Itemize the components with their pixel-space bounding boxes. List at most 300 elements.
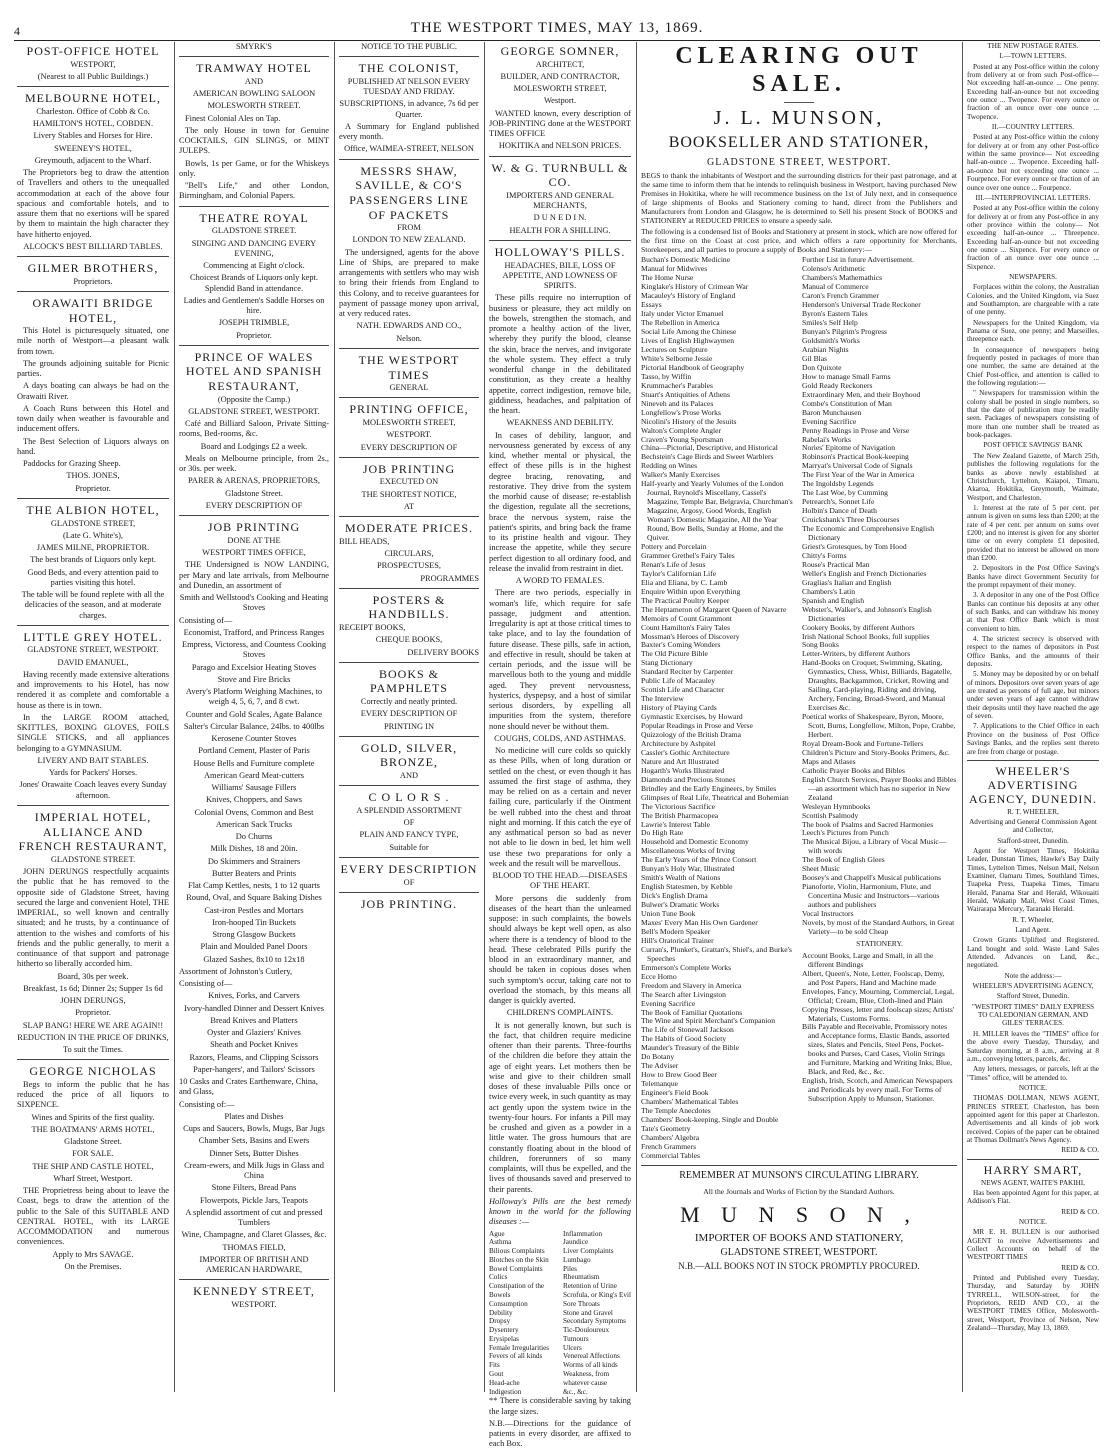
book-item: Kinglake's History of Crimean War xyxy=(641,282,749,292)
col2-line-32: Economist, Trafford, and Princess Ranges xyxy=(183,627,325,637)
col2-line-1: TRAMWAY HOTEL xyxy=(196,61,312,76)
col2-line-25: EVERY DESCRIPTION OF xyxy=(205,500,303,510)
book-item: Do High Rate xyxy=(641,828,684,838)
col2-line-80: KENNEDY STREET, xyxy=(193,1284,315,1299)
col1-line-48: Begs to inform the public that he has reduced the price of all liquors to SIXPENCE. xyxy=(17,1079,169,1110)
book-item: The Heptameron of Margaret Queen of Navarre xyxy=(641,604,787,614)
col7-line-5: III.—INTERPROVINCIAL LETTERS. xyxy=(975,193,1091,202)
col1-line-17: A Coach Runs between this Hotel and town daily when weather is favourable and inducement offers. xyxy=(17,403,169,434)
book-item: Quizzology of the British Drama xyxy=(641,729,741,739)
col7-line-13: The New Zealand Gazette, of March 25th, publishes the following regulations for the banks as above newly established at Christchurch, Lyttelton, Kaiapoi, Timaru, Akaroa, Hokitika, Greymouth, Waimate, Westport, and Charleston. xyxy=(967,451,1099,502)
col1-line-5: HAMILTON'S HOTEL, COBDEN. xyxy=(32,119,154,128)
col4-line-15: In cases of debility, languor, and nervousness generated by excess of any kind, whether mental or physical, the effect of these pills is in the highest degree bracing, renovating, and restorative. They drive from the system the morbid cause of disease; re-establish the digestion, regulate all the secretions, brace the nervous system, raise the patient's spirits, and bring back the frame to its pristine health and vigour. They increase the appetite, while they secure perfect digestion to all ordinary food, and release the invalid from restraint in diet. xyxy=(489,430,631,573)
book-item: Evening Sacrifice xyxy=(641,998,696,1008)
col3-line-14: PRINTING OFFICE, xyxy=(349,402,469,417)
book-item: The First Year of the War in America xyxy=(802,470,915,480)
column-7 xyxy=(964,42,1102,1392)
col4-line-2: BUILDER, AND CONTRACTOR, xyxy=(500,71,620,81)
col7-line-34: NOTICE. xyxy=(1018,1083,1048,1092)
col2-line-31: Consisting of— xyxy=(179,615,233,625)
col7-line-25: R. T. Wheeler, xyxy=(1012,915,1054,924)
diseases-left xyxy=(489,1230,557,1397)
disease-item: Female Irregularities xyxy=(489,1343,550,1352)
book-item: Glimpses of Real Life, Theatrical and Bohemian xyxy=(641,792,789,802)
book-item: Cruickshank's Three Discourses xyxy=(802,515,900,525)
col3-line-16: WESTPORT. xyxy=(386,430,432,440)
holloway-footnote: N.B.—Directions for the guidance of patients in every disorder, are affixed to each Box. xyxy=(489,1418,631,1449)
book-item: Commercial Tables xyxy=(641,1150,701,1160)
book-item: Further List in future Advertisement. xyxy=(802,255,914,265)
col7-line-30: Stafford Street, Dunedin. xyxy=(996,992,1070,1001)
col1-line-30: GLADSTONE STREET, WESTPORT. xyxy=(27,645,159,655)
col2-line-59: Consisting of— xyxy=(179,979,233,988)
col2-line-22: Meals on Melbourne principle, from 2s., or 30s. per week. xyxy=(179,453,329,474)
col4-line-17: There are two periods, especially in woman's life, which require for safe passage, judgment and attention. Irregularity is apt at those critical times to take place, and to lay the foundation of future disease. These pills, safe in action, and effective in result, should be taken at certain periods, and the issue will be marvellous both to the young and middle aged. They prevent nervousness, hysterics, dyspepsy, and a host of similar serious disorders, by expelling all impurities from the system, therefore none should never be without them. xyxy=(489,588,631,731)
col7-line-7: NEWSPAPERS. xyxy=(1009,272,1057,281)
library-notice: REMEMBER AT MUNSON'S CIRCULATING LIBRARY. xyxy=(679,1169,919,1181)
col4-line-9: D U N E D I N. xyxy=(533,213,587,223)
book-item: Engineer's Field Book xyxy=(641,1088,709,1098)
book-item: Stuart's Antiquities of Athens xyxy=(641,389,730,399)
col2-line-49: Do Skimmers and Strainers xyxy=(207,856,301,866)
col2-line-71: Chamber Sets, Basins and Ewers xyxy=(198,1136,310,1146)
col7-line-26: Land Agent. xyxy=(1015,926,1051,935)
disease-item: Colics xyxy=(489,1273,508,1282)
clearing-sale-banner: CLEARING OUT SALE. xyxy=(675,43,923,98)
col2-line-8: "Bell's Life," and other London, Birmingham, and Colonial Papers. xyxy=(179,181,329,201)
col2-line-29: THE Undersigned is NOW LANDING, per Mary and late arrivals, from Melbourne and Dunedin, an assortment of xyxy=(179,560,329,590)
col3-line-25: PROSPECTUSES, xyxy=(377,561,441,571)
col1-line-3: MELBOURNE HOTEL, xyxy=(25,91,161,106)
book-item: Gold Ready Reckoners xyxy=(802,380,873,390)
col7-line-29: WHEELER'S ADVERTISING AGENCY, xyxy=(972,982,1094,991)
col2-line-63: Oyster and Glaziers' Knives xyxy=(207,1028,301,1037)
book-item: The Habits of Good Society xyxy=(641,1034,727,1044)
book-item: Smiles's Self Help xyxy=(802,318,858,328)
col2-line-69: Plates and Dishes xyxy=(224,1111,284,1121)
book-item: How to manage Small Farms xyxy=(802,371,891,381)
col1-line-11: GILMER BROTHERS, xyxy=(27,261,159,275)
col2-line-54: Iron-hooped Tin Buckets xyxy=(212,917,296,927)
munson-trade: BOOKSELLER AND STATIONER, xyxy=(668,134,930,152)
col4-line-4: Westport. xyxy=(543,96,577,106)
col3-line-7: FROM xyxy=(397,223,421,233)
col7-line-24: Agent for Westport Times, Hokitika Leader, Dunstan Times, Hawke's Bay Daily Times, Lyttelton Times, Nelson Mail, Nelson Examiner, Oamaru Times, Southland Times, Tuapeka Press, Tuapeka Times, Timaru Herald, Panama Star and Herald, Wikouaiti Herald, Wakatip Mail, West Coast Times, Wairarapa Mercury, Taranaki Herald. xyxy=(967,846,1099,914)
col3-line-34: PRINTING IN xyxy=(383,721,434,731)
disease-item: Bilious Complaints xyxy=(489,1247,545,1256)
book-item: White's Selborne Jessie xyxy=(641,353,713,363)
col2-line-0: SMYRK'S xyxy=(236,42,272,51)
col3-line-20: THE SHORTEST NOTICE, xyxy=(361,489,457,499)
col1-line-2: (Nearest to all Public Buildings.) xyxy=(37,71,149,81)
col7-line-16: 3. A depositor in any one of the Post Office Banks can continue his deposits at any other of such Banks, and can withdraw his money at that Post Office Bank which is most convenient to him. xyxy=(967,591,1099,633)
book-item: Graglias's Italian and English xyxy=(802,577,892,587)
book-item: The Musical Bijou, a Library of Vocal Music—with words xyxy=(802,837,947,856)
col4-line-8: IMPORTERS AND GENERAL MERCHANTS, xyxy=(506,190,614,211)
col2-line-30: Smith and Wellstood's Cooking and Heating Stoves xyxy=(179,593,329,613)
book-item: Renan's Life of Jesus xyxy=(641,559,706,569)
book-item: The Book of Familiar Quotations xyxy=(641,1007,743,1017)
book-item: Chambers' Book-keeping, Single and Double xyxy=(641,1114,779,1124)
col2-line-64: Sheath and Pocket Knives xyxy=(210,1040,298,1050)
col3-line-21: AT xyxy=(403,501,415,511)
book-item: Wesleyan Hymnbooks xyxy=(802,801,871,811)
munson-name: J. L. MUNSON, xyxy=(713,106,885,129)
newspaper-title: THE WESTPORT TIMES, MAY 13, 1869. xyxy=(410,20,704,36)
column-1 xyxy=(14,42,172,1392)
book-item: Tate's Geometry xyxy=(641,1123,691,1133)
col1-line-41: Breakfast, 1s 6d; Dinner 2s; Supper 1s 6d xyxy=(23,983,163,993)
col2-line-70: Cups and Saucers, Bowls, Mugs, Bar Jugs xyxy=(183,1124,325,1133)
col3-line-5: Office, WAIMEA-STREET, NELSON xyxy=(344,144,474,154)
book-item: Grammer Grethel's Fairy Tales xyxy=(641,550,735,560)
col7-line-40: REID & CO. xyxy=(1061,1207,1099,1216)
book-item: Public Life of Macauley xyxy=(641,676,716,686)
col2-line-77: Wine, Champagne, and Claret Glasses, &c. xyxy=(181,1230,327,1240)
disease-item: Inflammation xyxy=(563,1229,603,1238)
book-item: Do Botany xyxy=(641,1052,675,1062)
col7-line-12: POST OFFICE SAVINGS' BANK xyxy=(983,441,1083,450)
book-item: Nicolini's History of the Jesuits xyxy=(641,416,737,426)
book-item: China—Pictorial, Descriptive, and Historical xyxy=(641,443,778,453)
col4-line-22: CHILDREN'S COMPLAINTS. xyxy=(506,1008,614,1018)
book-item: Novels, by most of the Standard Authors, in Great Variety—to be sold Cheap xyxy=(802,918,955,936)
col3-line-3: SUBSCRIPTIONS, in advance, 7s 6d per Quarter. xyxy=(339,99,479,119)
book-item: Vocal Instructors xyxy=(802,909,854,919)
col1-line-4: Charleston. Office of Cobb & Co. xyxy=(36,106,150,116)
book-item: Royal Dream-Book and Fortune-Tellers xyxy=(802,738,924,748)
book-item: Ecce Homo xyxy=(641,971,677,981)
book-item: Maps and Atlases xyxy=(802,756,856,766)
munson-street-2: GLADSTONE STREET, WESTPORT. xyxy=(720,1247,878,1259)
col1-line-56: Apply to Mrs SAVAGE. xyxy=(52,1249,134,1259)
book-item: Tasso, by Wiffin xyxy=(641,371,692,381)
col7-line-8: Forplaces within the colony, the Australian Colonies, and the United Kingdom, via Suez and Southampton, are chargeable with a rate of one penny. xyxy=(967,283,1099,317)
col1-line-19: Paddocks for Grazing Sheep. xyxy=(23,459,121,469)
book-item: Hill's Oratorical Trainer xyxy=(641,935,714,945)
disease-item: Worms of all kinds xyxy=(563,1361,618,1370)
col1-line-50: THE BOATMANS' ARMS HOTEL, xyxy=(31,1124,155,1134)
book-item: Household and Domestic Economy xyxy=(641,837,749,847)
col1-line-22: THE ALBION HOTEL, xyxy=(26,502,160,517)
book-item: Cookery Books, by different Authors xyxy=(802,622,915,632)
books-list-right xyxy=(802,256,957,1160)
col4-line-10: HEALTH FOR A SHILLING. xyxy=(509,225,611,235)
munson-street: GLADSTONE STREET, WESTPORT. xyxy=(707,157,891,169)
col3-line-43: OF xyxy=(403,877,415,887)
book-item: Nineveh and its Palaces xyxy=(641,398,714,408)
book-item: How to Brew Good Beer xyxy=(641,1070,717,1080)
book-item: Chambers's Latin xyxy=(802,586,856,596)
book-item: Evening Sacrifice xyxy=(802,416,857,426)
col7-line-3: II.—COUNTRY LETTERS. xyxy=(991,123,1075,132)
book-item: Walton's Complete Angler xyxy=(641,425,722,435)
col7-line-22: Advertising and General Commission Agent and Collector, xyxy=(969,817,1097,835)
book-item: Bills Payable and Receivable, Promissory notes and Acceptance forms, Elastic Bands, assorted sizes, Slates and Pencils, Steel Pens, Pocket-books and Purses, Card Cases, Violin Strings and Furniture, Marking and Writing Inks, Blue, Black, and Red, &c., &c. xyxy=(802,1022,953,1077)
col1-line-38: GLADSTONE STREET. xyxy=(50,854,136,864)
col2-line-17: PRINCE OF WALES HOTEL AND SPANISH RESTAURANT, xyxy=(185,349,323,393)
book-item: Account Books, Large and Small, in all the different Bindings xyxy=(802,950,934,969)
book-item: Standard Reciter by Carpenter xyxy=(641,667,734,677)
book-item: The Home Nurse xyxy=(641,273,694,283)
col1-line-52: FOR SALE. xyxy=(72,1149,114,1159)
book-item: Lectures on Sculpture xyxy=(641,345,708,354)
col1-line-34: LIVERY AND BAIT STABLES. xyxy=(37,755,149,765)
book-item: Freedom and Slavery in America xyxy=(641,980,742,990)
book-item: Byron's Eastern Tales xyxy=(802,309,868,319)
disease-item: Fevers of all kinds xyxy=(489,1352,543,1361)
col3-line-23: BILL HEADS, xyxy=(339,536,390,546)
col1-line-33: In the LARGE ROOM attached, SKITTLES, BOXING GLOVES, FOILS SINGLE STICKS, and all appliances belonging to a GYMNASIUM. xyxy=(17,712,169,753)
col1-line-0: POST-OFFICE HOTEL xyxy=(26,44,160,58)
book-item: The Practical Poultry Keeper xyxy=(641,595,730,605)
book-item: Chitty's Forms xyxy=(802,550,847,560)
col1-line-45: REDUCTION IN THE PRICE OF DRINKS, xyxy=(17,1032,169,1042)
book-item: Weller's English and French Dictionaries xyxy=(802,568,927,578)
book-item: Brindley and the Early Engineers, by Smiles xyxy=(641,783,777,793)
holloway-footnote: ** There is considerable saving by taking the large sizes. xyxy=(489,1396,631,1416)
col7-line-35: THOMAS DOLLMAN, NEWS AGENT, PRINCES STREET, Charleston, has been appointed agent for this paper at Charleston. Advertisements and all kinds of job work received. Copies of the paper can be obtained at Thomas Dollman's News Agency. xyxy=(967,1094,1099,1144)
disease-item: Venereal Affections xyxy=(563,1352,620,1361)
col1-line-28: The table will be found replete with all the delicacies of the season, and at moderate charges. xyxy=(21,590,165,620)
col2-line-74: Stone Filters, Bread Pans xyxy=(211,1183,297,1193)
book-item: The Temple Anecdotes xyxy=(641,1106,711,1116)
col1-line-16: A days boating can always be had on the Orawaiti River. xyxy=(17,381,169,401)
book-item: Gymnastic Exercises, by Howard xyxy=(641,712,743,722)
col1-line-25: JAMES MILNE, PROPRIETOR. xyxy=(36,543,150,552)
col2-line-12: Commencing at Eight o'clock. xyxy=(203,261,305,270)
disease-item: Ague xyxy=(489,1229,505,1238)
col7-line-32: H. MILLER leaves the "TIMES" office for the above every Tuesday, Thursday, and Saturday morning, at 8 a.m., arriving at 8 a.m., conveying letters, parcels, &c. xyxy=(967,1029,1099,1063)
book-item: Curran's, Plunket's, Grattan's, Shiel's, and Burke's Speeches xyxy=(641,944,792,963)
book-item: Diamonds and Precious Stones xyxy=(641,774,736,784)
col3-line-15: MOLESWORTH STREET, xyxy=(362,418,456,427)
disease-item: Piles xyxy=(563,1264,577,1273)
col3-line-13: GENERAL xyxy=(389,383,429,393)
col3-line-39: OF xyxy=(403,818,415,828)
col1-line-49: Wines and Spirits of the first quality. xyxy=(31,1112,155,1122)
col2-line-48: Milk Dishes, 18 and 20in. xyxy=(210,844,298,854)
col3-line-38: A SPLENDID ASSORTMENT xyxy=(356,805,462,815)
disease-item: Dropsy xyxy=(489,1317,511,1326)
book-item: Count Hamilton's Fairy Tales xyxy=(641,622,731,632)
col3-line-0: NOTICE TO THE PUBLIC. xyxy=(361,42,457,51)
col1-line-20: THOS. JONES, xyxy=(66,471,120,481)
book-item: Chambers' Algebra xyxy=(641,1132,700,1142)
book-item: The Interview xyxy=(641,694,684,704)
col3-line-11: Nelson. xyxy=(396,333,422,343)
book-item: Redding on Wines xyxy=(641,461,698,471)
col7-line-2: Posted at any Post-office within the colony from delivery at or from such Post-office— Not exceeding half-an-ounce ... One penny. Exceeding half-an-ounce but not exceeding one ounce ... Twopence. For every ounce or fraction of an ounce over one ounce ... Twopence. xyxy=(967,62,1099,121)
disease-item: Blotches on the Skin xyxy=(489,1255,549,1264)
book-item: Miscellaneous Works of Irving xyxy=(641,846,735,856)
book-item: Macauley's History of England xyxy=(641,291,736,301)
disease-item: Secondary Symptoms xyxy=(563,1317,626,1326)
col7-line-6: Posted at any Post-office within the colony for delivery at or from any Post-office in any other province within the colony— Not exceeding half-an-ounce ... Threepence. Exceeding half-an-ounce but not exceeding one ounce ... Sixpence. For every ounce or fraction of an ounce over one ounce ... Sixpence. xyxy=(967,204,1099,271)
book-item: Spanish and English xyxy=(802,595,865,605)
col7-line-44: Printed and Published every Tuesday, Thursday, and Saturday by JOHN TYRRELL, WILSON-street, for the Proprietors, REID AND CO., at the WESTPORT TIMES Office, Molesworth-street, Westport, Province of Nelson, New Zealand—Thursday, May 13, 1869. xyxy=(967,1273,1099,1333)
page-number: 4 xyxy=(14,24,20,38)
col3-line-27: POSTERS & HANDBILLS. xyxy=(368,592,450,622)
col3-line-29: CHEQUE BOOKS, xyxy=(375,635,443,645)
book-item: The Rebellion in America xyxy=(641,318,720,328)
col1-line-23: GLADSTONE STREET, xyxy=(50,518,136,528)
book-item: The Economic and Comprehensive English Dictionary xyxy=(802,524,935,543)
col1-line-39: JOHN DERUNGS respectfully acquaints the public that he has removed to the opposite side of Gladstone Street, having secured the large and convenient Hotel, THE IMPERIAL, so well known and centrally situated; and he trusts, by a continuance of attention to the wishes and comforts of his friends and the public generally, to merit a continuance of that support and patronage hitherto so liberally accorded him. xyxy=(17,867,169,969)
book-item: Don Quixote xyxy=(802,362,842,372)
disease-item: Dysentery xyxy=(489,1326,519,1335)
col2-line-75: Flowerpots, Pickle Jars, Teapots xyxy=(200,1195,308,1205)
col2-line-78: THOMAS FIELD, xyxy=(222,1242,286,1252)
col1-line-1: WESTPORT, xyxy=(70,59,116,69)
book-item: Bechstein's Cage Birds and Sweet Warblers xyxy=(641,452,774,462)
col3-line-35: GOLD, SILVER, BRONZE, xyxy=(360,740,458,770)
col4-line-20: BLOOD TO THE HEAD.—DISEASES OF THE HEART. xyxy=(492,871,628,891)
book-item: The Search after Livingston xyxy=(641,989,726,999)
col2-line-35: Stove and Fire Bricks xyxy=(217,674,291,684)
book-item: Hogarth's Works Illustrated xyxy=(641,765,725,775)
col2-line-40: Portland Cement, Plaster of Paris xyxy=(198,746,310,756)
col7-line-43: REID & CO. xyxy=(1061,1263,1099,1272)
col1-line-27: Good Beds, and every attention paid to parties visiting this hotel. xyxy=(27,567,159,587)
book-item: The book of Psalms and Sacred Harmonies xyxy=(802,819,934,829)
book-item: Buchan's Domestic Medicine xyxy=(641,255,731,265)
col1-line-53: THE SHIP AND CASTLE HOTEL, xyxy=(32,1161,154,1171)
book-item: Italy under Victor Emanuel xyxy=(641,309,724,319)
book-item: Baron Munchausen xyxy=(802,407,862,417)
col2-line-42: American Geard Meat-cutters xyxy=(204,770,304,780)
book-item: The Early Years of the Prince Consort xyxy=(641,855,757,865)
col7-line-10: In consequence of newspapers being frequently posted in packages of more than one number, the same are detained at the Chief Post-office, and attention is called to the following regulation:— xyxy=(967,345,1099,388)
col2-line-10: GLADSTONE STREET. xyxy=(211,226,297,236)
book-item: Extraordinary Men, and their Boyhood xyxy=(802,389,921,399)
munson-nb: N.B.—ALL BOOKS NOT IN STOCK PROMPTLY PROCURED. xyxy=(678,1261,920,1272)
col2-line-14: Ladies and Gentlemen's Saddle Horses on hire. xyxy=(183,295,325,315)
col4-line-6: HOKITIKA and NELSON PRICES. xyxy=(498,141,622,151)
col3-line-36: AND xyxy=(399,771,419,780)
munson-big-name: M U N S O N , xyxy=(680,1202,918,1228)
col2-line-20: Café and Billiard Saloon, Private Sitting-rooms, Bed-rooms, &c. xyxy=(179,419,329,439)
disease-item: Retention of Urine xyxy=(563,1282,617,1291)
book-item: Rabelai's Works xyxy=(802,434,851,444)
book-item: Catholic Prayer Books and Bibles xyxy=(802,765,905,775)
disease-item: Stone and Gravel xyxy=(563,1308,613,1317)
col1-line-24: (Late G. White's), xyxy=(63,530,123,540)
disease-item: Erysipelas xyxy=(489,1334,519,1343)
disease-item: Scrofula, or King's Evil xyxy=(563,1290,631,1299)
col7-line-37: HARRY SMART, xyxy=(983,1162,1083,1177)
book-item: Craven's Young Sportsman xyxy=(641,434,724,444)
book-item: Webster's, Walker's, and Johnson's English Dictionaries xyxy=(802,604,932,623)
diseases-right xyxy=(563,1230,631,1397)
book-item: Popular Readings in Prose and Verse xyxy=(641,721,753,731)
col7-line-33: Any letters, messages, or parcels, left at the "Times" office, will be attended to. xyxy=(967,1065,1099,1082)
col2-line-79: IMPORTER OF BRITISH AND AMERICAN HARDWARE, xyxy=(199,1254,309,1274)
book-item: Union Tune Book xyxy=(641,909,696,919)
col3-line-42: EVERY DESCRIPTION xyxy=(340,861,478,876)
book-item: Telemanque xyxy=(641,1079,678,1089)
book-item: French Grammers xyxy=(641,1141,697,1151)
col4-line-23: It is not generally known, but such is the fact, that children require medicine oftener than their parents. Three-fourths of the children die before they attain the age of eight years. Let mothers then be wise and give to their children small doses of these invaluable Pills once or twice every week, in such quantity as may act gently upon the system twice in the twenty-four hours. For infants a Pill may be crushed and given as a powder in a little water. The gross humours that are constantly floating about in the blood of children, forerunners of so many complaints, will thus be expelled, and the lives of thousands saved and preserved to their parents. xyxy=(489,1020,631,1194)
book-item: Holbin's Dance of Death xyxy=(802,506,877,516)
col3-line-30: DELIVERY BOOKS xyxy=(407,647,479,657)
book-item: Letter-Writers, by different Authors xyxy=(802,649,911,659)
book-item: Smith's Wealth of Nations xyxy=(641,873,721,883)
col2-line-37: Counter and Gold Scales, Agate Balance xyxy=(185,709,323,719)
col2-line-55: Strong Glasgow Buckets xyxy=(212,930,296,939)
disease-item: Consumption xyxy=(489,1299,528,1308)
book-item: English, Irish, Scotch, and American Newspapers and Periodicals by every mail. For Terms of Subscription Apply to Munson, Stationer. xyxy=(802,1076,953,1104)
col1-line-36: Jones' Orawaite Coach leaves every Sunday afternoon. xyxy=(19,780,167,800)
book-item: Pictorial Handbook of Geography xyxy=(641,362,745,372)
book-item: Architecture by Ashpitel xyxy=(641,738,716,748)
book-item: Emmerson's Complete Works xyxy=(641,962,732,972)
col2-line-23: PARER & ARENAS, PROPRIETORS, xyxy=(188,476,320,486)
col7-line-28: Note the address:— xyxy=(1004,971,1062,980)
book-item: Albert, Queen's, Note, Letter, Foolscap, Demy, and Post Papers, Hand and Machine made xyxy=(802,968,945,987)
book-item: The Wine and Spirit Merchant's Companion xyxy=(641,1016,775,1026)
col7-line-17: 4. The strictest secrecy is observed with respect to the names of depositors in Post Office Banks, and the amounts of their deposits. xyxy=(967,635,1099,669)
col2-line-27: DONE AT THE xyxy=(227,535,281,545)
book-item: Bunyan's Pilgrim's Progress xyxy=(802,327,888,337)
books-list-left xyxy=(641,256,796,1160)
col2-line-33: Empress, Victoress, and Countess Cooking Stoves xyxy=(181,640,327,660)
col2-line-24: Gladstone Street. xyxy=(225,488,283,498)
book-item: The Victorious Sacrifice xyxy=(641,801,716,811)
col1-line-40: Board, 30s per week. xyxy=(57,971,129,981)
book-item: Memoirs of Count Grammont xyxy=(641,613,732,623)
col2-line-5: Finest Colonial Ales on Tap. xyxy=(185,113,281,123)
col7-line-14: 1. Interest at the rate of 5 per cent. per annum is given on sums less than £200; at the rate of 4 per cent. per annum on sums over £200; and no interest is given for any shorter time or on every complete £1 deposited, provided that no interest be allowed on more than £200. xyxy=(967,503,1099,562)
col2-line-28: WESTPORT TIMES OFFICE, xyxy=(202,548,306,557)
book-item: Longfellow's Prose Works xyxy=(641,407,721,417)
book-item: Song Books xyxy=(802,640,839,650)
col3-line-6: MESSRS SHAW, SAVILLE, & CO'S PASSENGERS LINE OF PACKETS xyxy=(349,163,469,222)
col3-line-9: The undersigned, agents for the above Line of Ships, are prepared to make arrangements with settlers who may wish to bring their friends from England to this Colony, and to receive guarantees for payment of passage money upon arrival, at very reduced rates. xyxy=(339,247,479,319)
col3-line-10: NATH. EDWARDS AND CO., xyxy=(356,321,462,331)
col3-line-32: Correctly and neatly printed. xyxy=(360,697,458,706)
col1-line-13: ORAWAITI BRIDGE HOTEL, xyxy=(32,295,154,325)
book-item: Lives of English Highwaymen xyxy=(641,336,735,346)
col7-line-42: MR E. H. BULLEN is our authorised AGENT to receive Advertisements and Collect Accounts on behalf of the WESTPORT TIMES xyxy=(967,1228,1099,1262)
book-item: Manual for Midwives xyxy=(641,264,708,274)
col2-line-45: Colonial Ovens, Common and Best xyxy=(194,807,314,817)
col4-line-16: A WORD TO FEMALES. xyxy=(515,576,605,585)
col2-line-66: Paper-hangers', and Tailors' Scissors xyxy=(193,1064,315,1074)
col2-line-26: JOB PRINTING xyxy=(207,520,301,535)
col3-line-40: PLAIN AND FANCY TYPE, xyxy=(359,830,459,840)
col2-line-43: Williams' Sausage Fillers xyxy=(211,783,297,792)
col3-line-24: CIRCULARS, xyxy=(384,549,434,558)
col3-line-41: Suitable for xyxy=(389,842,429,852)
col4-line-7: W. & G. TURNBULL & CO. xyxy=(491,160,629,190)
col1-line-44: SLAP BANG! HERE WE ARE AGAIN!! xyxy=(22,1020,164,1030)
book-item: Goldsmith's Works xyxy=(802,336,860,346)
book-item: Lawrie's Interest Table xyxy=(641,819,711,829)
col1-line-29: LITTLE GREY HOTEL. xyxy=(23,629,163,644)
col2-line-73: Cream-ewers, and Milk Jugs in Glass and China xyxy=(184,1160,324,1180)
book-item: Copying Presses, letter and foolscap sizes; Artists' Materials, Customs Forms. xyxy=(802,1004,955,1023)
book-item: Arabian Nights xyxy=(802,345,849,354)
col1-line-21: Proprietor. xyxy=(75,483,111,493)
col1-line-15: The grounds adjoining suitable for Picnic parties. xyxy=(17,358,169,379)
disease-item: Sore Throats xyxy=(563,1299,600,1308)
col1-line-54: Wharf Street, Westport. xyxy=(53,1173,133,1183)
col3-line-31: BOOKS & PAMPHLETS xyxy=(370,666,448,696)
col1-line-37: IMPERIAL HOTEL, ALLIANCE AND FRENCH RESTAURANT, xyxy=(18,809,168,854)
book-item: Petrearch's, Sonnet Life xyxy=(802,497,875,507)
col4-line-13: These pills require no interruption of business or pleasure, they act mildly on the bowels, strengthen the stomach, and promote a healthy action of the liver, whereby they purify the blood, cleanse the skin, brace the nerves, and invigorate the whole system. They effect a truly wonderful change in the debilitated constitution, as they create a healthy appetite, correct indigestion, remove bile, giddiness, headaches, and palpitation of the heart. xyxy=(489,293,631,415)
